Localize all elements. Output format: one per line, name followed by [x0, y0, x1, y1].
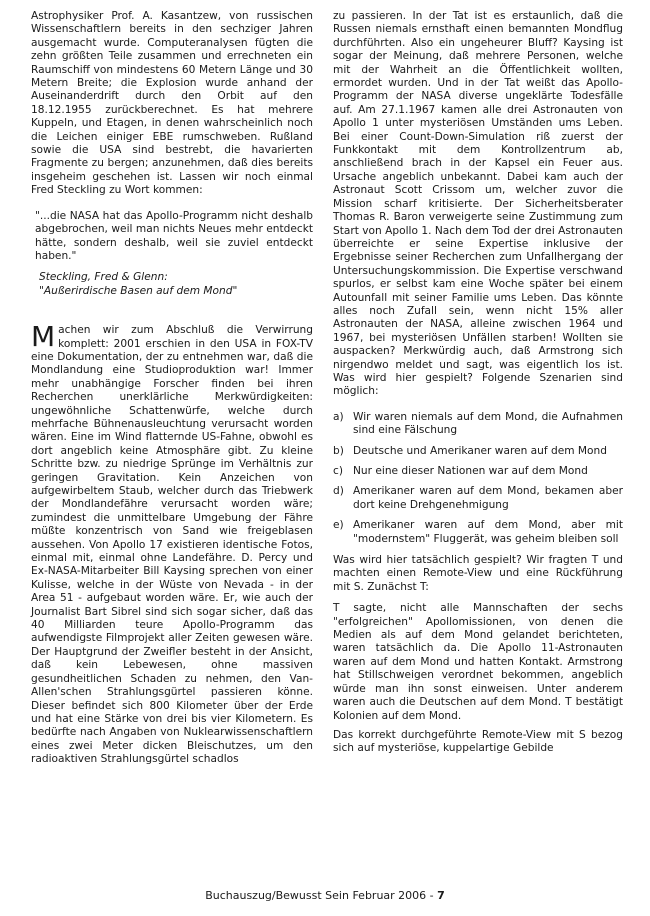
quote-block: [31, 210, 313, 264]
right-paragraph-4: Das korrekt durchgeführte Remote-View mit S bezog sich auf mysteriöse, kuppelartige Gebilde: [333, 728, 623, 755]
scenario-list: [333, 411, 623, 546]
list-item-text: Amerikaner waren auf dem Mond, bekamen aber dort keine Drehgenehmigung: [353, 485, 623, 511]
source-title: "Außerirdische Basen auf dem Mond": [39, 284, 238, 297]
right-paragraph-2: Was wird hier tatsächlich gespielt? Wir fragten T und machten einen Remote-View und eine Rückführung mit S. Zunächst T:: [333, 554, 623, 593]
page-footer: [0, 889, 650, 902]
list-item: [333, 485, 623, 512]
footer-text: Buchauszug/Bewusst Sein Februar 2006 -: [205, 889, 434, 902]
right-column: [333, 10, 623, 756]
page-number: 7: [437, 889, 445, 902]
list-item-text: Nur eine dieser Nationen war auf dem Mond: [353, 465, 588, 477]
drop-cap: M: [31, 320, 56, 354]
list-item-label: d): [333, 485, 344, 498]
list-item-label: e): [333, 519, 344, 532]
left-column: [31, 10, 313, 767]
quote-source: [31, 271, 313, 298]
quote-text: "...die NASA hat das Apollo-Programm nicht deshalb abgebrochen, weil man nichts Neues mehr entdeckt hätte, sondern deshalb, weil sie zuviel entdeckt haben.": [35, 209, 313, 262]
right-paragraph-1: zu passieren. In der Tat ist es erstaunlich, daß die Russen niemals ernsthaft einen bemannten Mondflug durchführten. Also ein ungeheurer Bluff? Kaysing ist sogar der Meinung, daß mehrere Personen, welche mit der Wahrheit an die Öffentlichkeit wollten, ermordet wurden. Und in der Tat weißt das Apollo-Programm der NASA diverse ungeklärte Todesfälle auf. Am 27.1.1967 kamen alle drei Astronauten von Apollo 1 unter mysteriösen Umständen ums Leben. Bei einer Count-Down-Simulation riß zuerst der Funkkontakt mit dem Kontrollzentrum ab, anschließend brach in der Kapsel ein Feuer aus. Ursache angeblich unbekannt. Dabei kam auch der Astronaut Scott Crissom um, welcher zuvor die Mission scharf kritisierte. Der Sicherheitsberater Thomas R. Baron verweigerte seine Zustimmung zum Start von Apollo 1. Nach dem Tod der drei Astronauten überreichte er seine Expertise inklusive der Ergebnisse seiner Recherchen zum Unfallhergang der Untersuchungskommission. Die Expertise verschwand spurlos, er selbst kam eine Woche später bei einem Autounfall mit seiner Familie ums Leben. Das könnte alles noch Zufall sein, wenn nicht 15% aller Astronauten der NASA, alleine zwischen 1964 und 1967, bei mysteriösen Unfällen starben! Wollten sie auspacken? Merkwürdig auch, daß Armstrong sich nirgendwo meldet und sagt, was eigentlich los ist. Was wird hier gespielt? Folgende Szenarien sind möglich:: [333, 10, 623, 398]
right-paragraph-3: T sagte, nicht alle Mannschaften der sechs "erfolgreichen" Apollomissionen, von denen die Medien als auf dem Mond gelandet berichteten, waren tatsächlich da. Die Apollo 11-Astronauten waren auf dem Mond und hatten Kontakt. Armstrong hat Stillschweigen verordnet bekommen, angeblich würde man ihn sonst einweisen. Unter anderem waren auch die Deutschen auf dem Mond. T bestätigt Kolonien auf dem Mond.: [333, 602, 623, 722]
list-item-text: Wir waren niemals auf dem Mond, die Aufnahmen sind eine Fälschung: [353, 410, 623, 437]
list-item-label: c): [333, 465, 343, 477]
list-item: [333, 465, 623, 478]
list-item: [333, 519, 623, 546]
list-item-text: Deutsche und Amerikaner waren auf dem Mond: [353, 444, 607, 457]
main-paragraph: [31, 320, 313, 766]
list-item-label: b): [333, 444, 344, 457]
intro-paragraph: Astrophysiker Prof. A. Kasantzew, von russischen Wissenschaftlern bereits in den sechziger Jahren ausgemacht wurde. Computeranalysen fügten die zehn größten Teile zusammen und errechneten ein Raumschiff von mindestens 60 Metern Länge und 30 Metern Breite; die Explosion wurde anhand der Auseinanderdrift durch den Orbit auf den 18.12.1955 zurückberechnet. Es hat mehrere Kuppeln, und Etagen, in denen wahrscheinlich noch die Leichen einiger EBE rumschweben. Rußland sowie die USA sind bestrebt, die havarierten Fragmente zu bergen; anzunehmen, daß dies bereits insgeheim geschehen ist. Lassen wir noch einmal Fred Steckling zu Wort kommen:: [31, 10, 313, 197]
list-item-label: a): [333, 410, 344, 423]
source-author: Steckling, Fred & Glenn:: [39, 271, 168, 284]
list-item: [333, 411, 623, 438]
list-item-text: Amerikaner waren auf dem Mond, aber mit "modernstem" Fluggerät, was geheim bleiben soll: [353, 519, 623, 545]
main-paragraph-text: achen wir zum Abschluß die Verwirrung komplett: 2001 erschien in den USA in FOX-TV eine Dokumentation, der zu entnehmen war, daß die Mondlandung eine Studioproduktion war! Immer mehr unabhängige Forscher finden bei ihren Recherchen unerklärliche Merkwürdigkeiten: ungewöhnliche Schattenwürfe, welche durch mehrfache Bühnenausleuchtung verursacht worden wären. Eine im Wind flatternde US-Fahne, obwohl es dort angeblich keine Atmosphäre gibt. Zu kleine Schritte bzw. zu niedrige Sprünge im Verhältnis zur geringen Gravitation. Kein Anzeichen von aufgewirbeltem Staub, welcher durch das Triebwerk der Mondlandefähre verursacht worden wäre; zumindest die unmittelbare Umgebung der Fähre müßte konzentrisch von Sand wie freigeblasen aussehen. Von Apollo 17 existieren identische Fotos, einmal mit, einmal ohne Landefähre. D. Percy und Ex-NASA-Mitarbeiter Bill Kaysing sprechen von einer Kulisse, welche in der Wüste von Nevada - in der Area 51 - aufgebaut worden wäre. Er, wie auch der Journalist Bart Sibrel sind sich sogar sicher, daß das 40 Milliarden teure Apollo-Programm das aufwendigste Filmprojekt aller Zeiten gewesen wäre. Der Hauptgrund der Zweifler besteht in der Ansicht, daß kein Lebewesen, ohne massiven gesundheitlichen Schaden zu nehmen, den Van-Allen'schen Strahlungsgürtel passieren könne. Dieser befindet sich 800 Kilometer über der Erde und hat eine Stärke von drei bis vier Kilometern. Es bedürfte nach Angaben von Nuklearwissenschaftlern eines zwei Meter dicken Bleischutzes, um den radioaktiven Strahlungsgürtel schadlos: [31, 324, 313, 766]
list-item: [333, 445, 623, 458]
